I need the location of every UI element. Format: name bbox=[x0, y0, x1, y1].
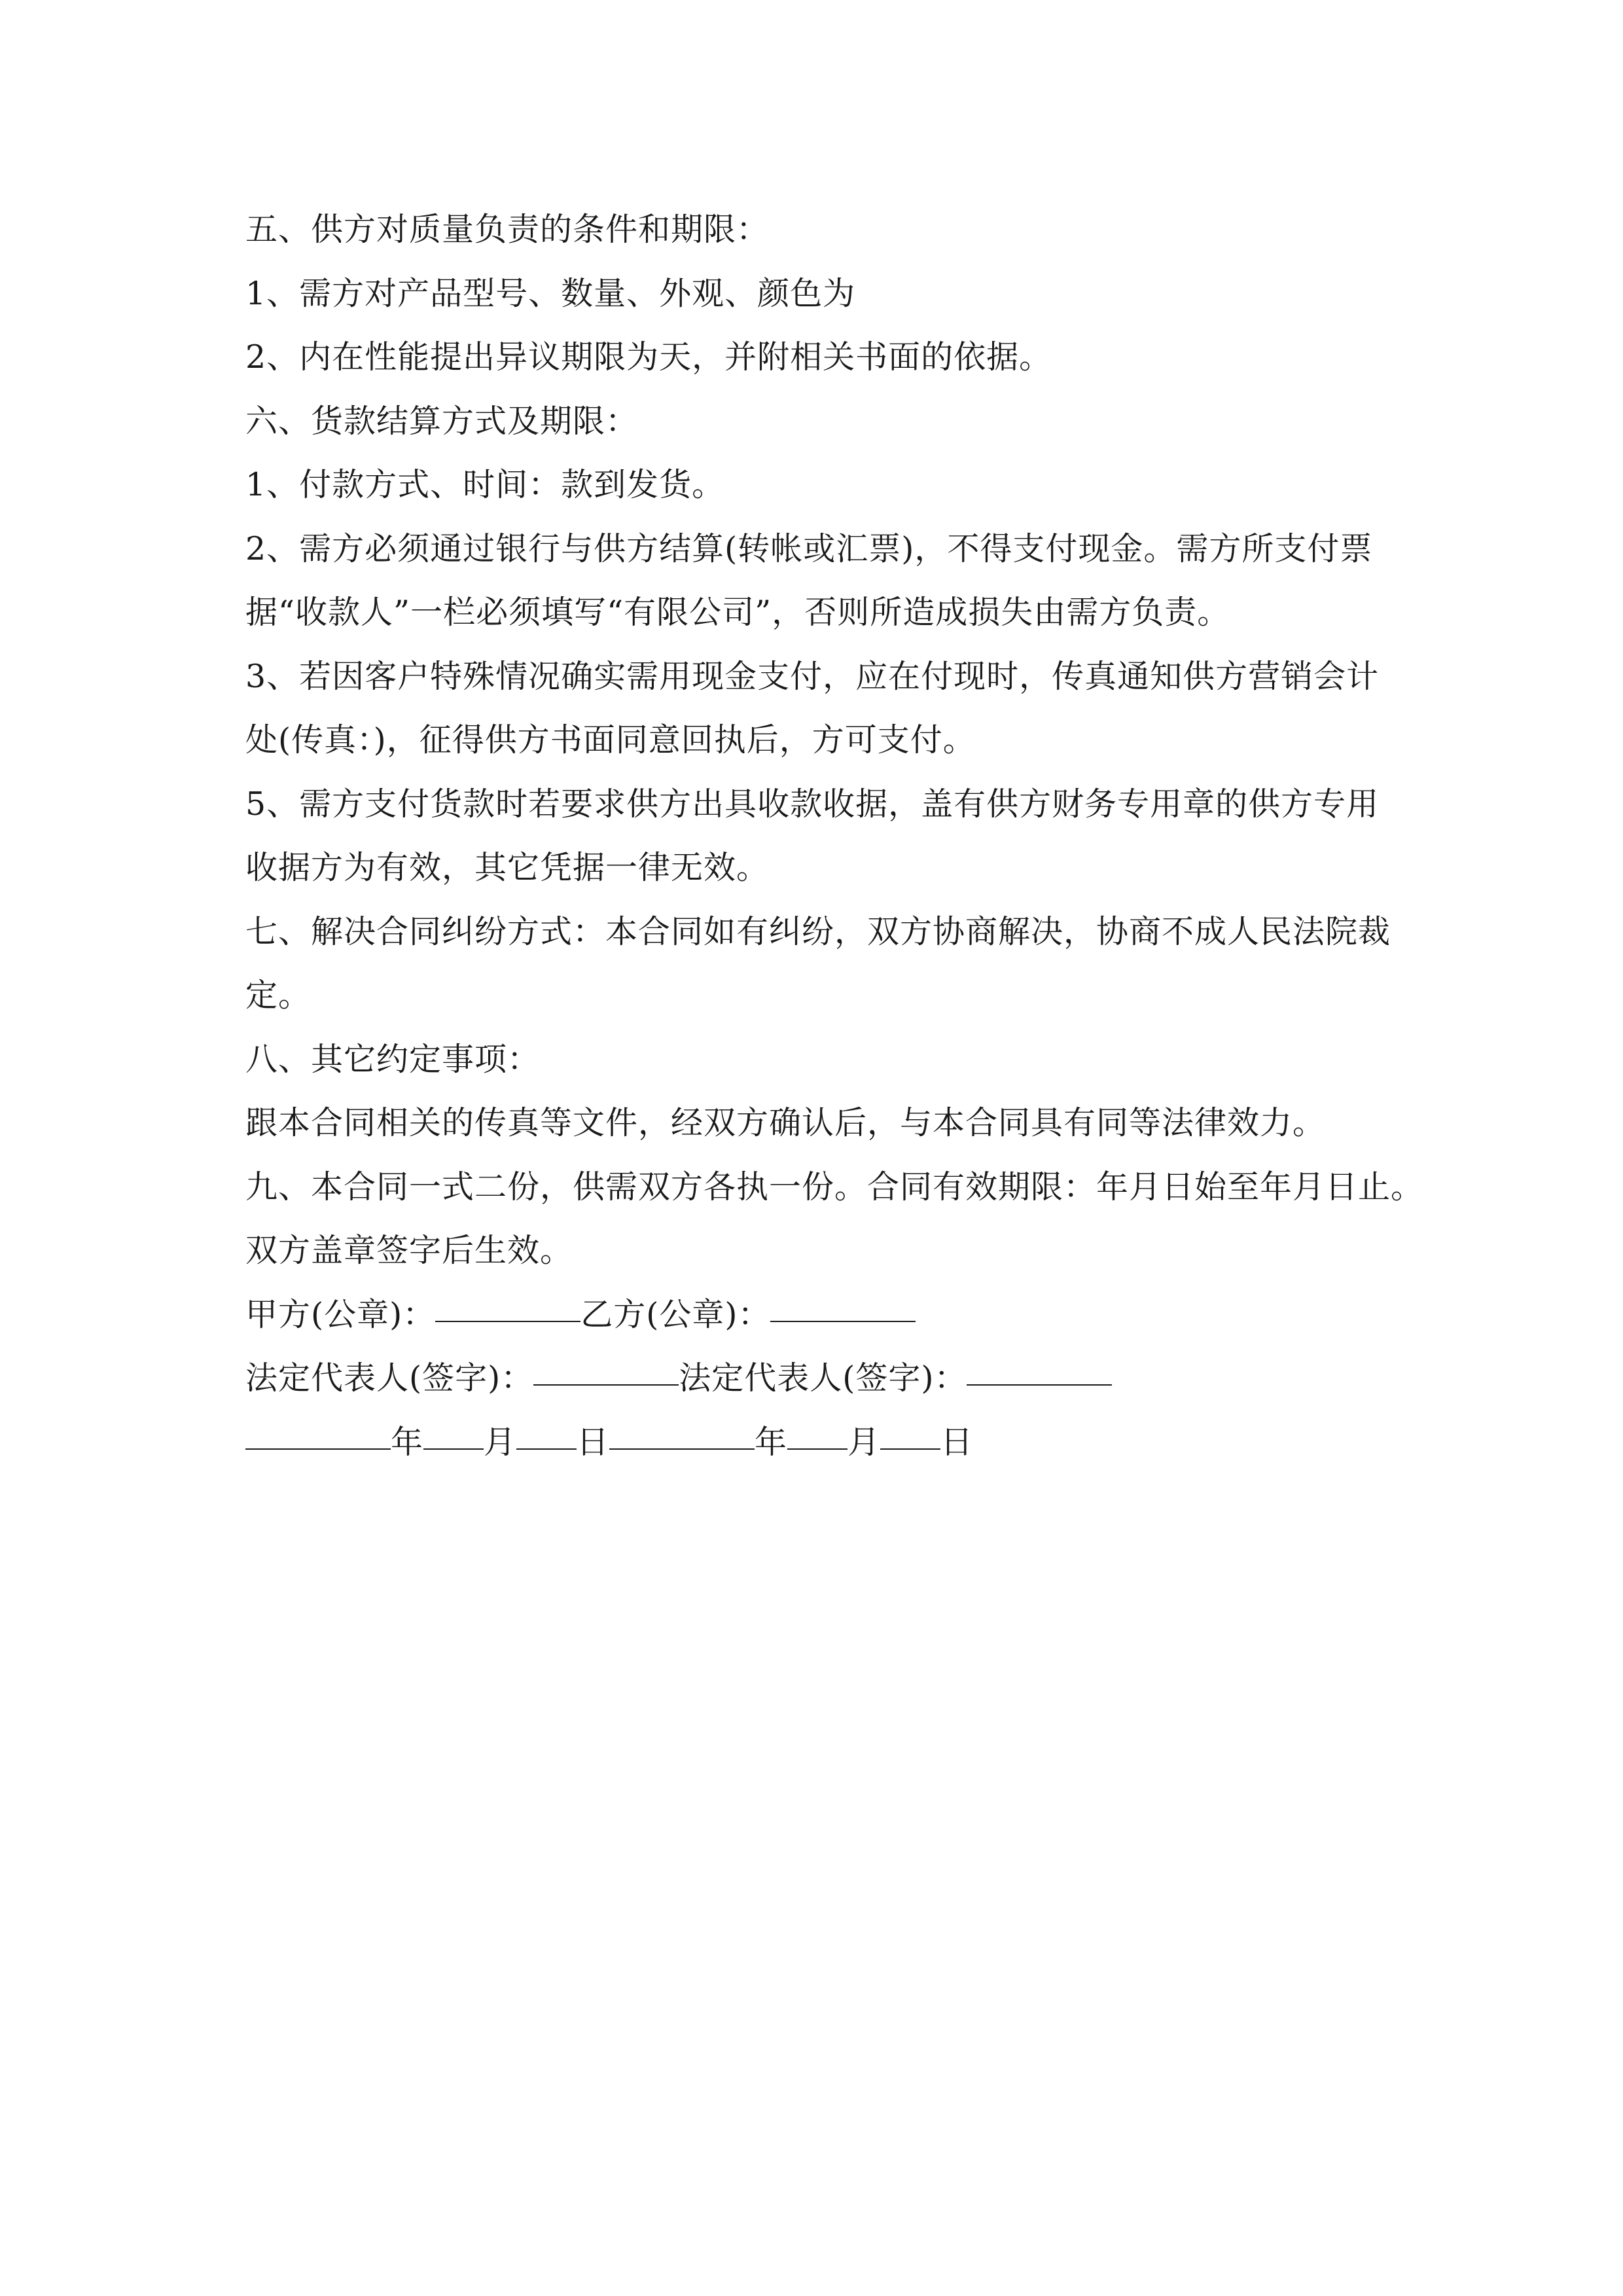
paragraph-6-5-line-2: 收据方为有效，其它凭据一律无效。 bbox=[245, 849, 770, 886]
contract-body bbox=[245, 198, 1424, 1474]
paragraph-6-3-line-1: 3、若因客户特殊情况确实需用现金支付，应在付现时，传真通知供方营销会计 bbox=[245, 657, 1380, 695]
section-8-heading: 八、其它约定事项： bbox=[245, 1040, 541, 1078]
section-7-line-1: 七、解决合同纠纷方式：本合同如有纠纷，双方协商解决，协商不成人民法院裁 bbox=[245, 912, 1391, 950]
date-a-month-label: 月 bbox=[484, 1423, 517, 1461]
party-b-seal-label: 乙方(公章)： bbox=[580, 1295, 771, 1333]
date-b-year-label: 年 bbox=[755, 1423, 788, 1461]
date-a-day-blank bbox=[516, 1410, 577, 1450]
party-a-seal-label: 甲方(公章)： bbox=[245, 1295, 436, 1333]
legal-rep-line bbox=[245, 1346, 1391, 1410]
date-b-day-blank bbox=[880, 1410, 940, 1450]
paragraph-6-2-line-1: 2、需方必须通过银行与供方结算(转帐或汇票)，不得支付现金。需方所支付票 bbox=[245, 529, 1373, 567]
section-9-line-2: 双方盖章签字后生效。 bbox=[245, 1232, 573, 1269]
legal-rep-b-label: 法定代表人(签字)： bbox=[679, 1359, 967, 1397]
paragraph-8-body: 跟本合同相关的传真等文件，经双方确认后，与本合同具有同等法律效力。 bbox=[245, 1104, 1326, 1141]
party-b-seal-blank bbox=[770, 1283, 916, 1322]
date-a-year-label: 年 bbox=[391, 1423, 424, 1461]
paragraph-5-2: 2、内在性能提出异议期限为天，并附相关书面的依据。 bbox=[245, 338, 1052, 376]
paragraph-6-3-line-2: 处(传真：)，征得供方书面同意回执后，方可支付。 bbox=[245, 721, 976, 759]
paragraph-5-1: 1、需方对产品型号、数量、外观、颜色为 bbox=[245, 274, 856, 312]
paragraph-6-5-line-1: 5、需方支付货款时若要求供方出具收款收据，盖有供方财务专用章的供方专用 bbox=[245, 785, 1380, 823]
seal-line bbox=[245, 1283, 1391, 1347]
legal-rep-a-label: 法定代表人(签字)： bbox=[245, 1359, 534, 1397]
date-b-year-blank bbox=[609, 1410, 755, 1450]
date-line bbox=[245, 1410, 1391, 1475]
date-a-month-blank bbox=[423, 1410, 484, 1450]
date-a-year-blank bbox=[245, 1410, 391, 1450]
date-b-month-label: 月 bbox=[847, 1423, 881, 1461]
party-a-seal-blank bbox=[435, 1283, 580, 1322]
section-9-line-1: 九、本合同一式二份，供需双方各执一份。合同有效期限：年月日始至年月日止。 bbox=[245, 1168, 1424, 1206]
section-5-heading: 五、供方对质量负责的条件和期限： bbox=[245, 211, 770, 248]
legal-rep-b-blank bbox=[967, 1346, 1112, 1386]
section-6-heading: 六、货款结算方式及期限： bbox=[245, 402, 639, 440]
date-a-day-label: 日 bbox=[577, 1423, 610, 1461]
section-7-line-2: 定。 bbox=[245, 977, 312, 1014]
paragraph-6-1: 1、付款方式、时间：款到发货。 bbox=[245, 466, 725, 503]
legal-rep-a-blank bbox=[533, 1346, 679, 1386]
paragraph-6-2-line-2: 据“收款人”一栏必须填写“有限公司”，否则所造成损失由需方负责。 bbox=[245, 594, 1230, 631]
date-b-month-blank bbox=[787, 1410, 847, 1450]
date-b-day-label: 日 bbox=[940, 1423, 974, 1461]
